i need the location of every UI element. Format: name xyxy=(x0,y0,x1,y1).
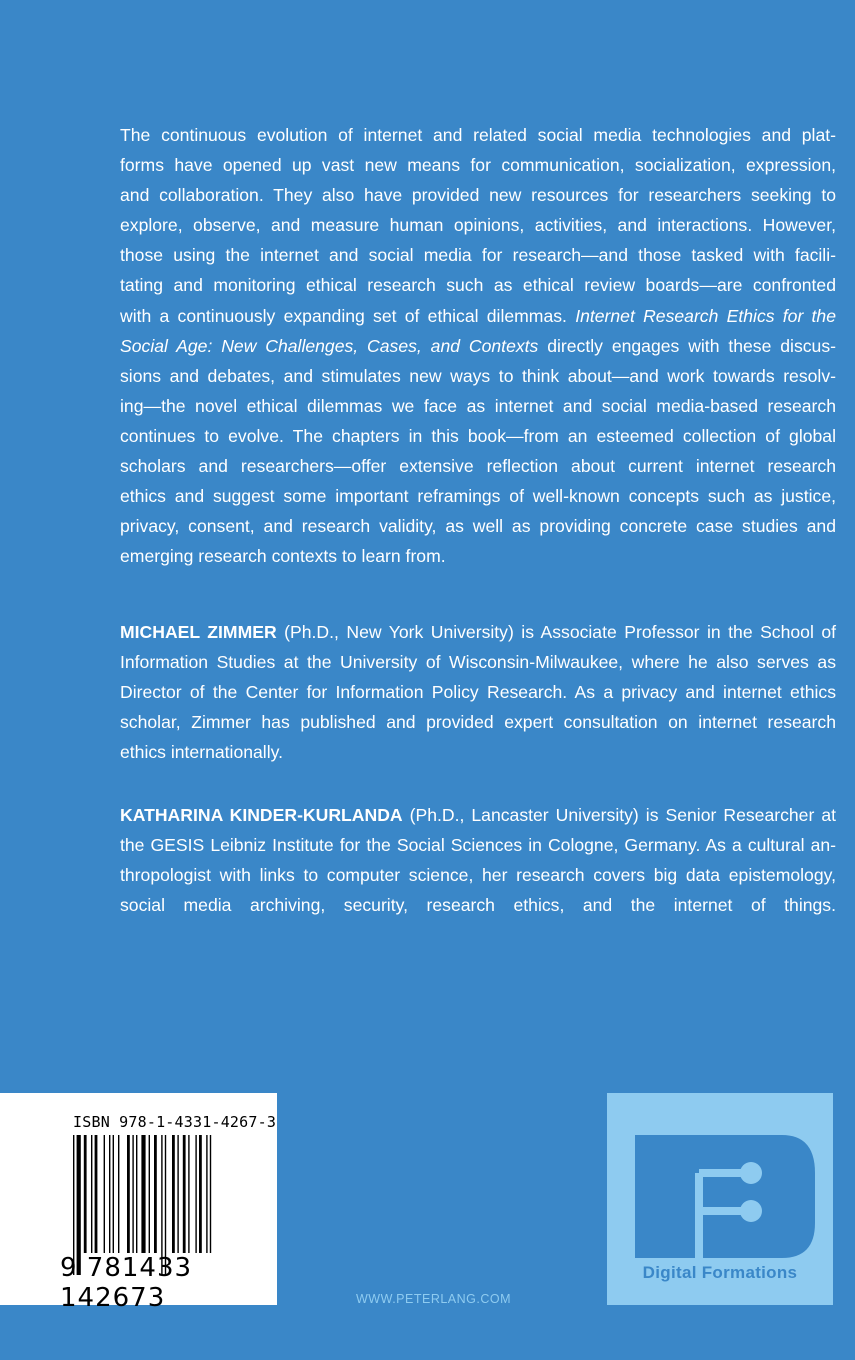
barcode-bar xyxy=(154,1135,157,1253)
barcode-bar xyxy=(195,1135,196,1253)
text-line: and collaboration. They also have provided new resources for researchers seeking to xyxy=(120,185,836,206)
book-title: Internet Research Ethics for the xyxy=(575,305,837,326)
book-title: Social Age: New Challenges, Cases, and Contexts xyxy=(120,335,539,356)
text-line: forms have opened up vast new means for communication, socialization, expression, xyxy=(120,155,836,176)
text-line: scholars and researchers—offer extensive reflection about current internet research xyxy=(120,456,836,477)
logo-text: Digital Formations xyxy=(642,1263,798,1282)
text-line: ethics and suggest some important reframings of well-known concepts such as justice, xyxy=(120,486,836,507)
author-bio-zimmer xyxy=(120,617,836,767)
text-line: those using the internet and social media for research—and those tasked with facili- xyxy=(120,245,836,266)
text-line: tating and monitoring ethical research such as ethical review boards—are confronted xyxy=(120,275,836,296)
text-line xyxy=(120,301,836,331)
digital-formations-logo xyxy=(607,1093,833,1305)
text-line: continues to evolve. The chapters in this book—from an esteemed collection of global xyxy=(120,425,836,446)
text-line: ethics internationally. xyxy=(120,742,283,763)
text-line: scholar, Zimmer has published and provided expert consultation on internet research xyxy=(120,712,836,733)
barcode-bar xyxy=(91,1135,92,1253)
text-segment: (Ph.D., New York University) is Associate Professor in the School of xyxy=(276,622,836,642)
barcode-bar xyxy=(177,1135,178,1253)
text-line: explore, observe, and measure human opinions, activities, and interactions. However, xyxy=(120,215,836,236)
isbn-label: ISBN 978-1-4331-4267-3 xyxy=(73,1113,277,1131)
barcode-bar xyxy=(109,1135,110,1253)
text-line: sions and debates, and stimulates new ways to think about—and work towards resolv- xyxy=(120,365,836,386)
text-line: privacy, consent, and research validity, as well as providing concrete case studies and xyxy=(120,516,836,537)
barcode-bar xyxy=(84,1135,87,1253)
barcode-bar xyxy=(141,1135,145,1253)
author-name: MICHAEL ZIMMER xyxy=(120,622,277,642)
barcode-bar xyxy=(206,1135,207,1253)
barcode-bar xyxy=(199,1135,202,1253)
text-segment: with a continuously expanding set of ethical dilemmas. xyxy=(120,305,567,326)
barcode-bar xyxy=(172,1135,175,1253)
text-line: the GESIS Leibniz Institute for the Social Sciences in Cologne, Germany. As a cultural an- xyxy=(120,835,836,856)
author-name: KATHARINA KINDER-KURLANDA xyxy=(120,805,403,825)
barcode-bar xyxy=(149,1135,150,1253)
barcode-bar xyxy=(118,1135,119,1253)
publisher-url[interactable]: WWW.PETERLANG.COM xyxy=(356,1292,512,1306)
text-line: Director of the Center for Information Policy Research. As a privacy and internet ethics xyxy=(120,682,836,703)
text-line xyxy=(120,617,836,647)
barcode-bar xyxy=(113,1135,114,1253)
barcode-bar xyxy=(188,1135,189,1253)
text-line: Information Studies at the University of Wisconsin-Milwaukee, where he also serves as xyxy=(120,652,836,673)
barcode-bar xyxy=(95,1135,98,1253)
text-line: ing—the novel ethical dilemmas we face as internet and social media-based research xyxy=(120,395,836,416)
text-line: thropologist with links to computer science, her research covers big data epistemology, xyxy=(120,865,836,886)
barcode-bar xyxy=(127,1135,130,1253)
text-segment: directly engages with these discus- xyxy=(538,335,836,356)
text-line xyxy=(120,331,836,361)
isbn-barcode xyxy=(0,1093,277,1313)
barcode-bar xyxy=(132,1135,133,1253)
barcode-bar xyxy=(136,1135,137,1253)
author-bio-kinder-kurlanda xyxy=(120,800,836,920)
text-line xyxy=(120,800,836,830)
book-description xyxy=(120,120,836,571)
barcode-bar xyxy=(183,1135,186,1253)
text-line: social media archiving, security, research ethics, and the internet of things. xyxy=(120,895,836,916)
barcode-digits: 9 781433 142673 xyxy=(60,1253,193,1313)
text-segment: (Ph.D., Lancaster University) is Senior Researcher at xyxy=(402,805,836,825)
text-line: The continuous evolution of internet and related social media technologies and plat- xyxy=(120,125,836,145)
text-line: emerging research contexts to learn from. xyxy=(120,546,446,567)
barcode-bar xyxy=(210,1135,211,1253)
barcode-bar xyxy=(104,1135,105,1253)
